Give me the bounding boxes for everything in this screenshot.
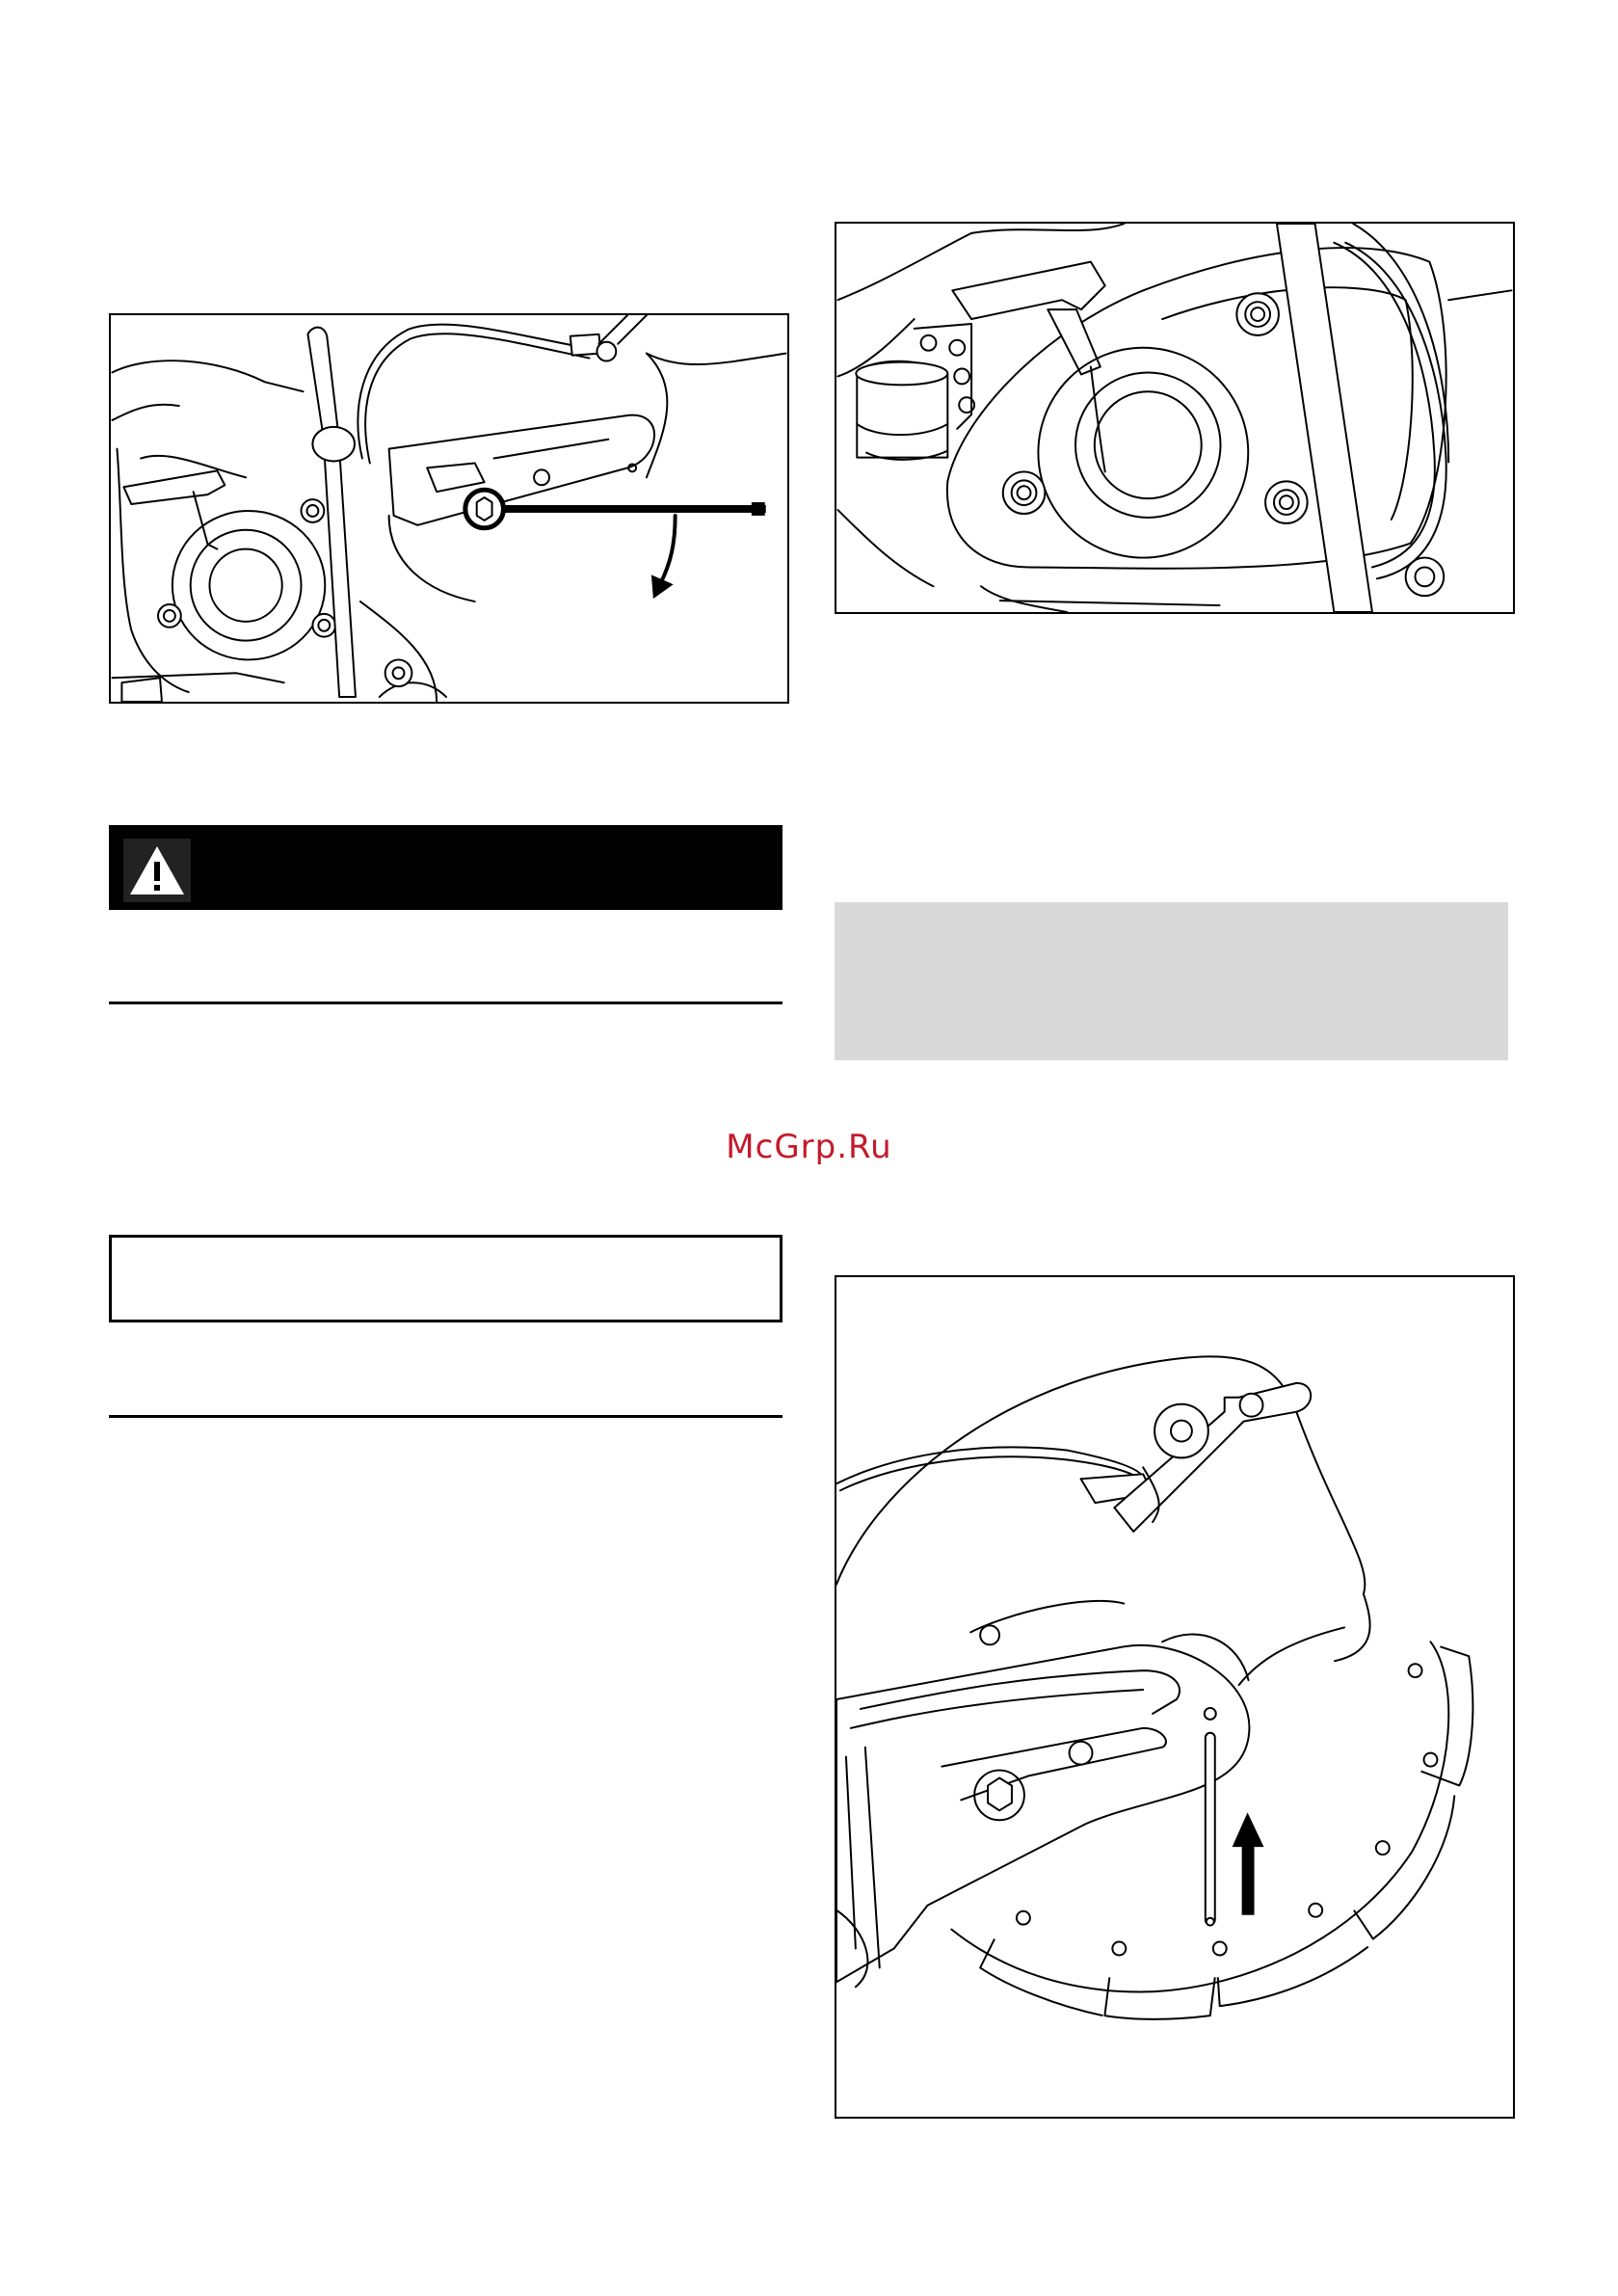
watermark-text: McGrp.Ru <box>726 1128 892 1166</box>
note-grey-panel <box>835 902 1508 1060</box>
blade-tension-illustration <box>836 1277 1513 2117</box>
loosen-nut-illustration <box>111 315 787 702</box>
figure-blade-tension <box>835 1275 1515 2119</box>
figure-loosen-nut <box>109 313 789 704</box>
section-divider <box>109 1415 782 1418</box>
starter-cover-illustration <box>836 224 1513 612</box>
bordered-note-box <box>109 1235 782 1322</box>
warning-triangle-icon <box>123 839 191 902</box>
figure-starter-cover <box>835 222 1515 614</box>
section-divider <box>109 1001 782 1004</box>
warning-header-bar <box>109 825 782 910</box>
